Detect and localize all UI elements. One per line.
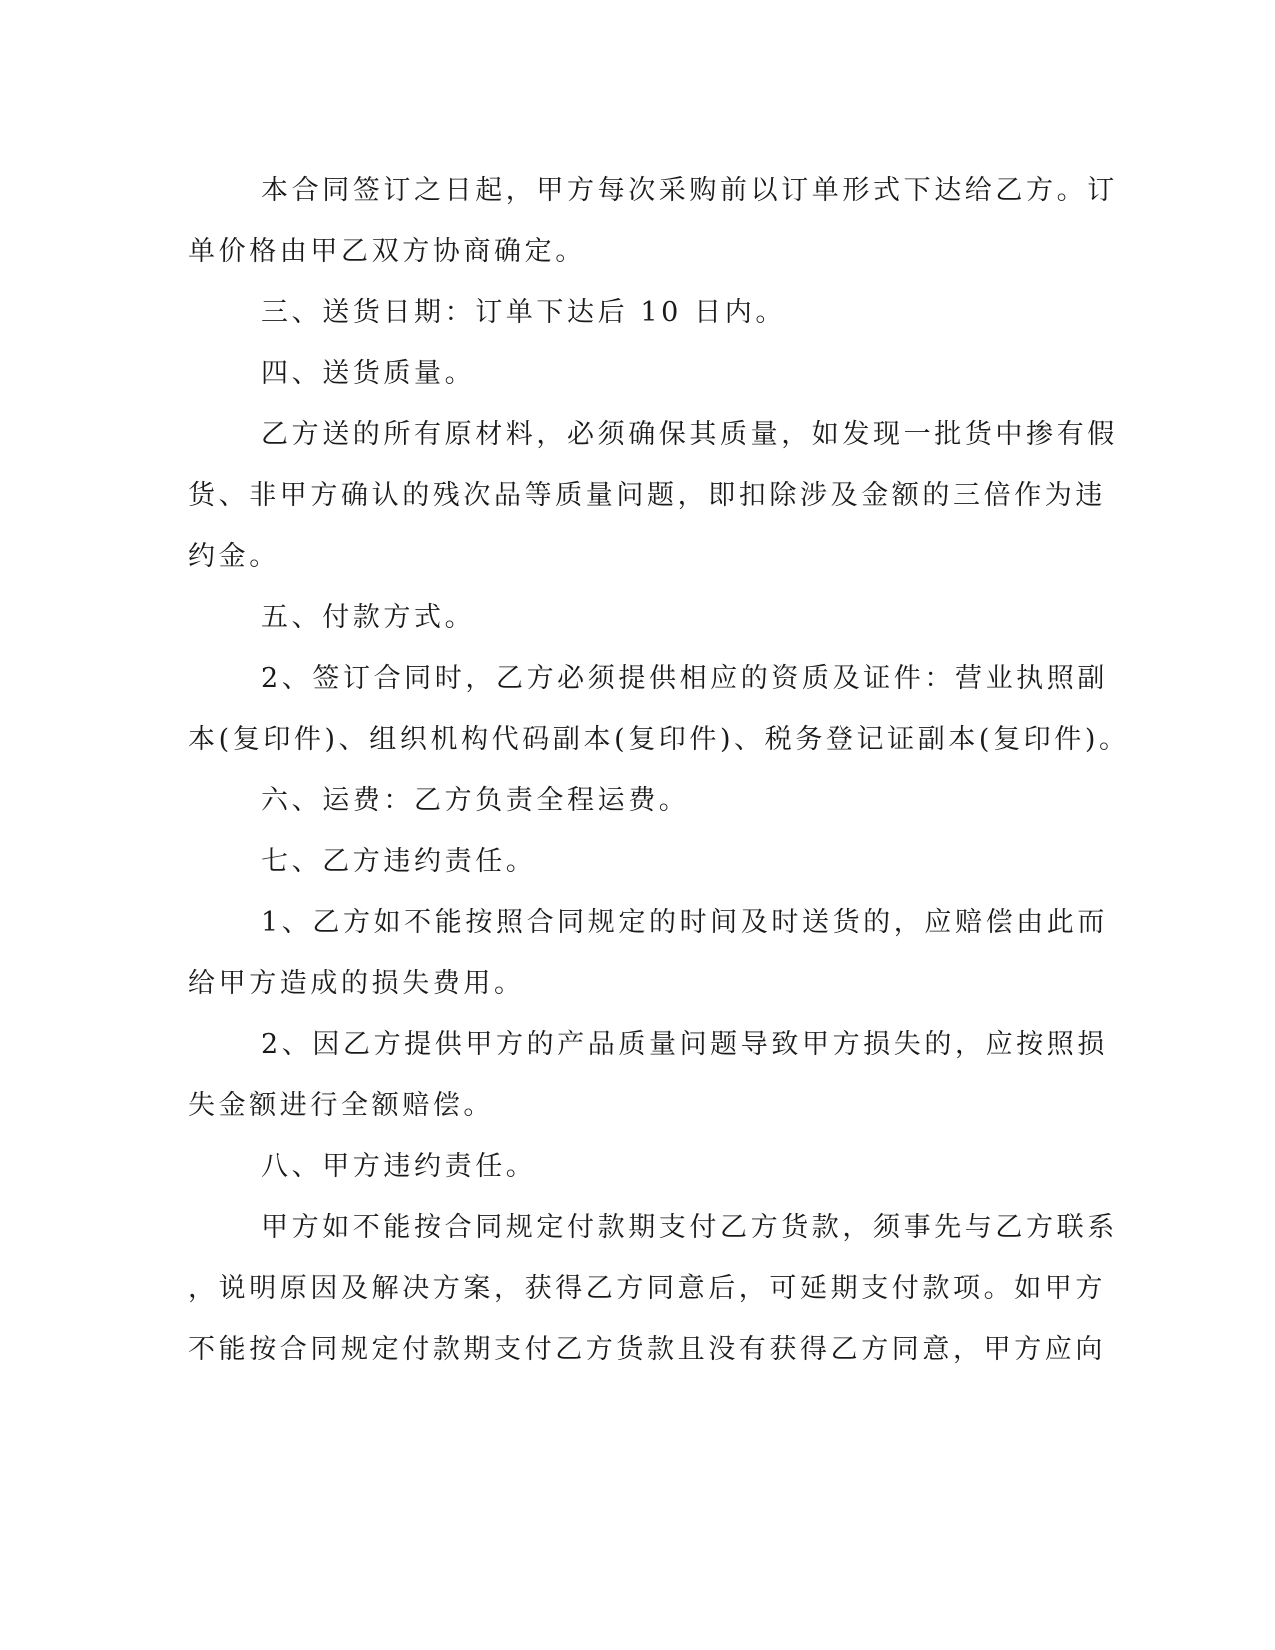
section-heading-delivery-quality: 四、送货质量。	[261, 358, 476, 389]
paragraph-line: 本合同签订之日起，甲方每次采购前以订单形式下达给乙方。订	[261, 175, 1118, 206]
paragraph-line: 2、签订合同时，乙方必须提供相应的资质及证件：营业执照副	[261, 663, 1108, 694]
section-heading-delivery-date: 三、送货日期：订单下达后 10 日内。	[261, 297, 786, 328]
paragraph-line: 约金。	[188, 541, 280, 572]
paragraph-line: 不能按合同规定付款期支付乙方货款且没有获得乙方同意，甲方应向	[188, 1334, 1106, 1365]
paragraph-line: 1、乙方如不能按照合同规定的时间及时送货的，应赔偿由此而	[261, 907, 1108, 938]
section-heading-payment: 五、付款方式。	[261, 602, 476, 633]
section-heading-party-a-liability: 八、甲方违约责任。	[261, 1151, 537, 1182]
document-body	[188, 160, 1130, 1380]
paragraph-line: ，说明原因及解决方案，获得乙方同意后，可延期支付款项。如甲方	[188, 1273, 1106, 1304]
section-heading-freight: 六、运费：乙方负责全程运费。	[261, 785, 690, 816]
paragraph-line: 给甲方造成的损失费用。	[188, 968, 525, 999]
paragraph-line: 2、因乙方提供甲方的产品质量问题导致甲方损失的，应按照损	[261, 1029, 1108, 1060]
paragraph-line: 失金额进行全额赔偿。	[188, 1090, 494, 1121]
paragraph-line: 单价格由甲乙双方协商确定。	[188, 236, 586, 267]
paragraph-line: 货、非甲方确认的残次品等质量问题，即扣除涉及金额的三倍作为违	[188, 480, 1106, 511]
paragraph-line: 本(复印件)、组织机构代码副本(复印件)、税务登记证副本(复印件)。	[188, 724, 1130, 755]
paragraph-line: 甲方如不能按合同规定付款期支付乙方货款，须事先与乙方联系	[261, 1212, 1118, 1243]
section-heading-party-b-liability: 七、乙方违约责任。	[261, 846, 537, 877]
paragraph-line: 乙方送的所有原材料，必须确保其质量，如发现一批货中掺有假	[261, 419, 1118, 450]
